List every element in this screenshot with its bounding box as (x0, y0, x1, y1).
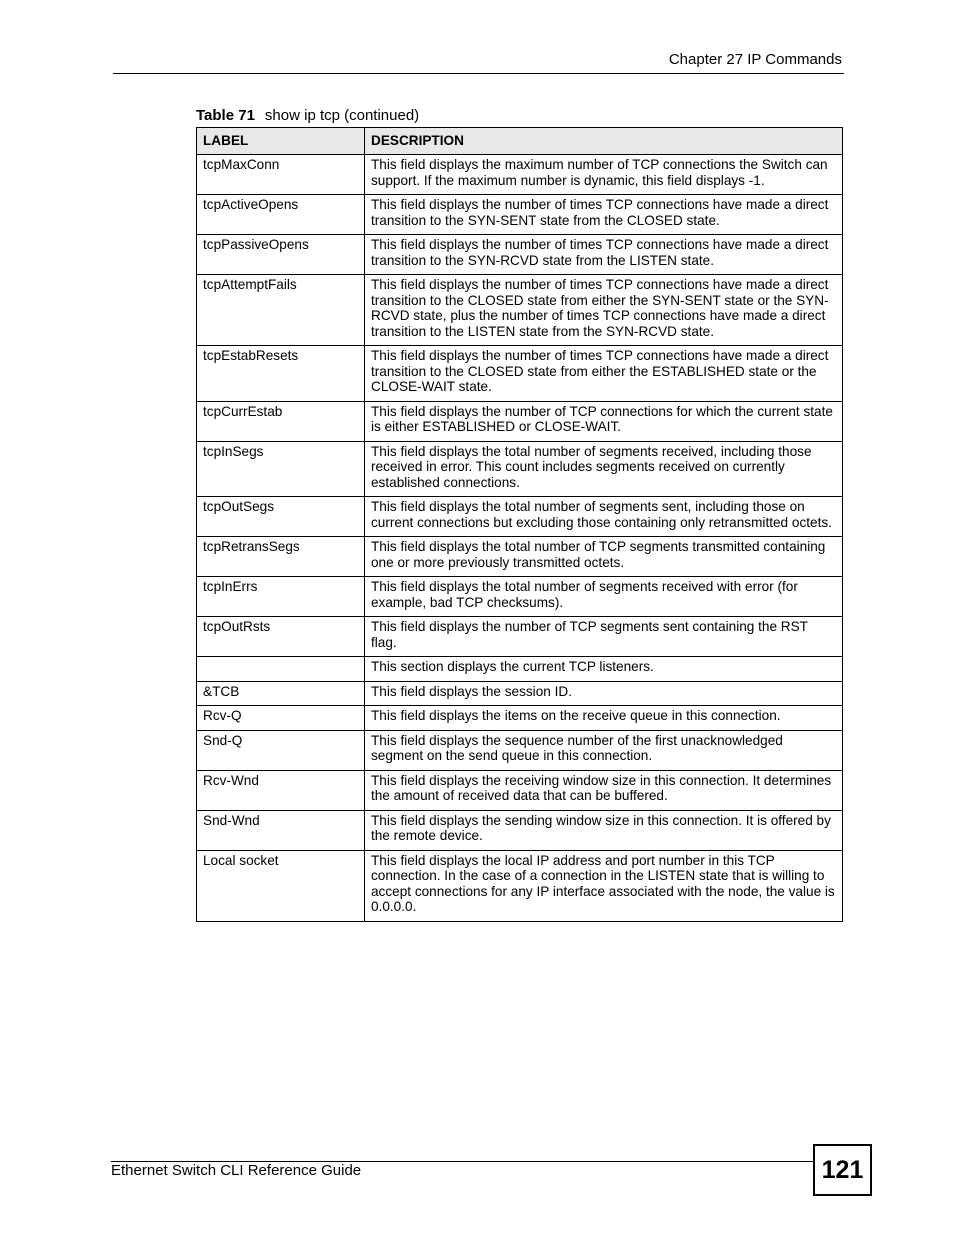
table-number: Table 71 (196, 107, 255, 124)
row-description: This field displays the total number of segments received, including those received in error. This count includes segments received on currently established connections. (365, 441, 843, 497)
row-description: This field displays the sending window size in this connection. It is offered by the remote device. (365, 810, 843, 850)
row-label: tcpAttemptFails (197, 275, 365, 346)
row-description: This field displays the total number of TCP segments transmitted containing one or more previously transmitted octets. (365, 537, 843, 577)
row-label: tcpMaxConn (197, 155, 365, 195)
row-description: This field displays the items on the receive queue in this connection. (365, 706, 843, 731)
table-row (197, 706, 843, 731)
row-label: &TCB (197, 681, 365, 706)
table-title: show ip tcp (continued) (264, 107, 420, 124)
row-label: tcpOutRsts (197, 617, 365, 657)
table-row (197, 497, 843, 537)
row-label: tcpPassiveOpens (197, 235, 365, 275)
row-description: This field displays the total number of segments sent, including those on current connections but excluding those containing only retransmitted octets. (365, 497, 843, 537)
description-column-header: DESCRIPTION (365, 128, 843, 155)
row-label: tcpInErrs (197, 577, 365, 617)
table-header-row (197, 128, 843, 155)
row-description: This section displays the current TCP listeners. (365, 657, 843, 682)
row-description: This field displays the sequence number of the first unacknowledged segment on the send queue in this connection. (365, 730, 843, 770)
row-description: This field displays the number of times TCP connections have made a direct transition to the CLOSED state from either the ESTABLISHED state or the CLOSE-WAIT state. (365, 346, 843, 402)
row-description: This field displays the maximum number of TCP connections the Switch can support. If the maximum number is dynamic, this field displays -1. (365, 155, 843, 195)
row-description: This field displays the number of times TCP connections have made a direct transition to the CLOSED state from either the SYN-SENT state or the SYN-RCVD state, plus the number of times TCP connections have made a direct transition to the LISTEN state from the SYN-RCVD state. (365, 275, 843, 346)
row-description: This field displays the session ID. (365, 681, 843, 706)
table-row (197, 657, 843, 682)
row-label (197, 657, 365, 682)
row-label: tcpCurrEstab (197, 401, 365, 441)
label-column-header: LABEL (197, 128, 365, 155)
table-row (197, 770, 843, 810)
table-row (197, 441, 843, 497)
page-number: 121 (813, 1144, 872, 1196)
row-label: tcpActiveOpens (197, 195, 365, 235)
table-row (197, 275, 843, 346)
row-description: This field displays the local IP address and port number in this TCP connection. In the case of a connection in the LISTEN state that is willing to accept connections for any IP interface associated with the node, the value is 0.0.0.0. (365, 850, 843, 921)
row-label: tcpRetransSegs (197, 537, 365, 577)
table-caption (196, 107, 419, 124)
row-label: tcpOutSegs (197, 497, 365, 537)
table-row (197, 401, 843, 441)
table-row (197, 810, 843, 850)
table-row (197, 195, 843, 235)
header-rule (113, 73, 844, 74)
table-row (197, 235, 843, 275)
table-row (197, 730, 843, 770)
row-label: Rcv-Q (197, 706, 365, 731)
row-description: This field displays the number of TCP segments sent containing the RST flag. (365, 617, 843, 657)
row-description: This field displays the number of TCP connections for which the current state is either ESTABLISHED or CLOSE-WAIT. (365, 401, 843, 441)
table-row (197, 617, 843, 657)
row-description: This field displays the number of times TCP connections have made a direct transition to the SYN-RCVD state from the LISTEN state. (365, 235, 843, 275)
row-label: tcpEstabResets (197, 346, 365, 402)
guide-title: Ethernet Switch CLI Reference Guide (111, 1162, 362, 1179)
table-row (197, 850, 843, 921)
row-label: Rcv-Wnd (197, 770, 365, 810)
row-label: tcpInSegs (197, 441, 365, 497)
table-row (197, 346, 843, 402)
row-label: Local socket (197, 850, 365, 921)
table-body (197, 155, 843, 922)
field-description-table (196, 127, 843, 922)
row-description: This field displays the total number of segments received with error (for example, bad TCP checksums). (365, 577, 843, 617)
row-description: This field displays the number of times TCP connections have made a direct transition to the SYN-SENT state from the CLOSED state. (365, 195, 843, 235)
chapter-header: Chapter 27 IP Commands (668, 51, 842, 68)
row-label: Snd-Q (197, 730, 365, 770)
table-row (197, 681, 843, 706)
table-row (197, 577, 843, 617)
table-row (197, 537, 843, 577)
row-description: This field displays the receiving window size in this connection. It determines the amount of received data that can be buffered. (365, 770, 843, 810)
table-row (197, 155, 843, 195)
row-label: Snd-Wnd (197, 810, 365, 850)
